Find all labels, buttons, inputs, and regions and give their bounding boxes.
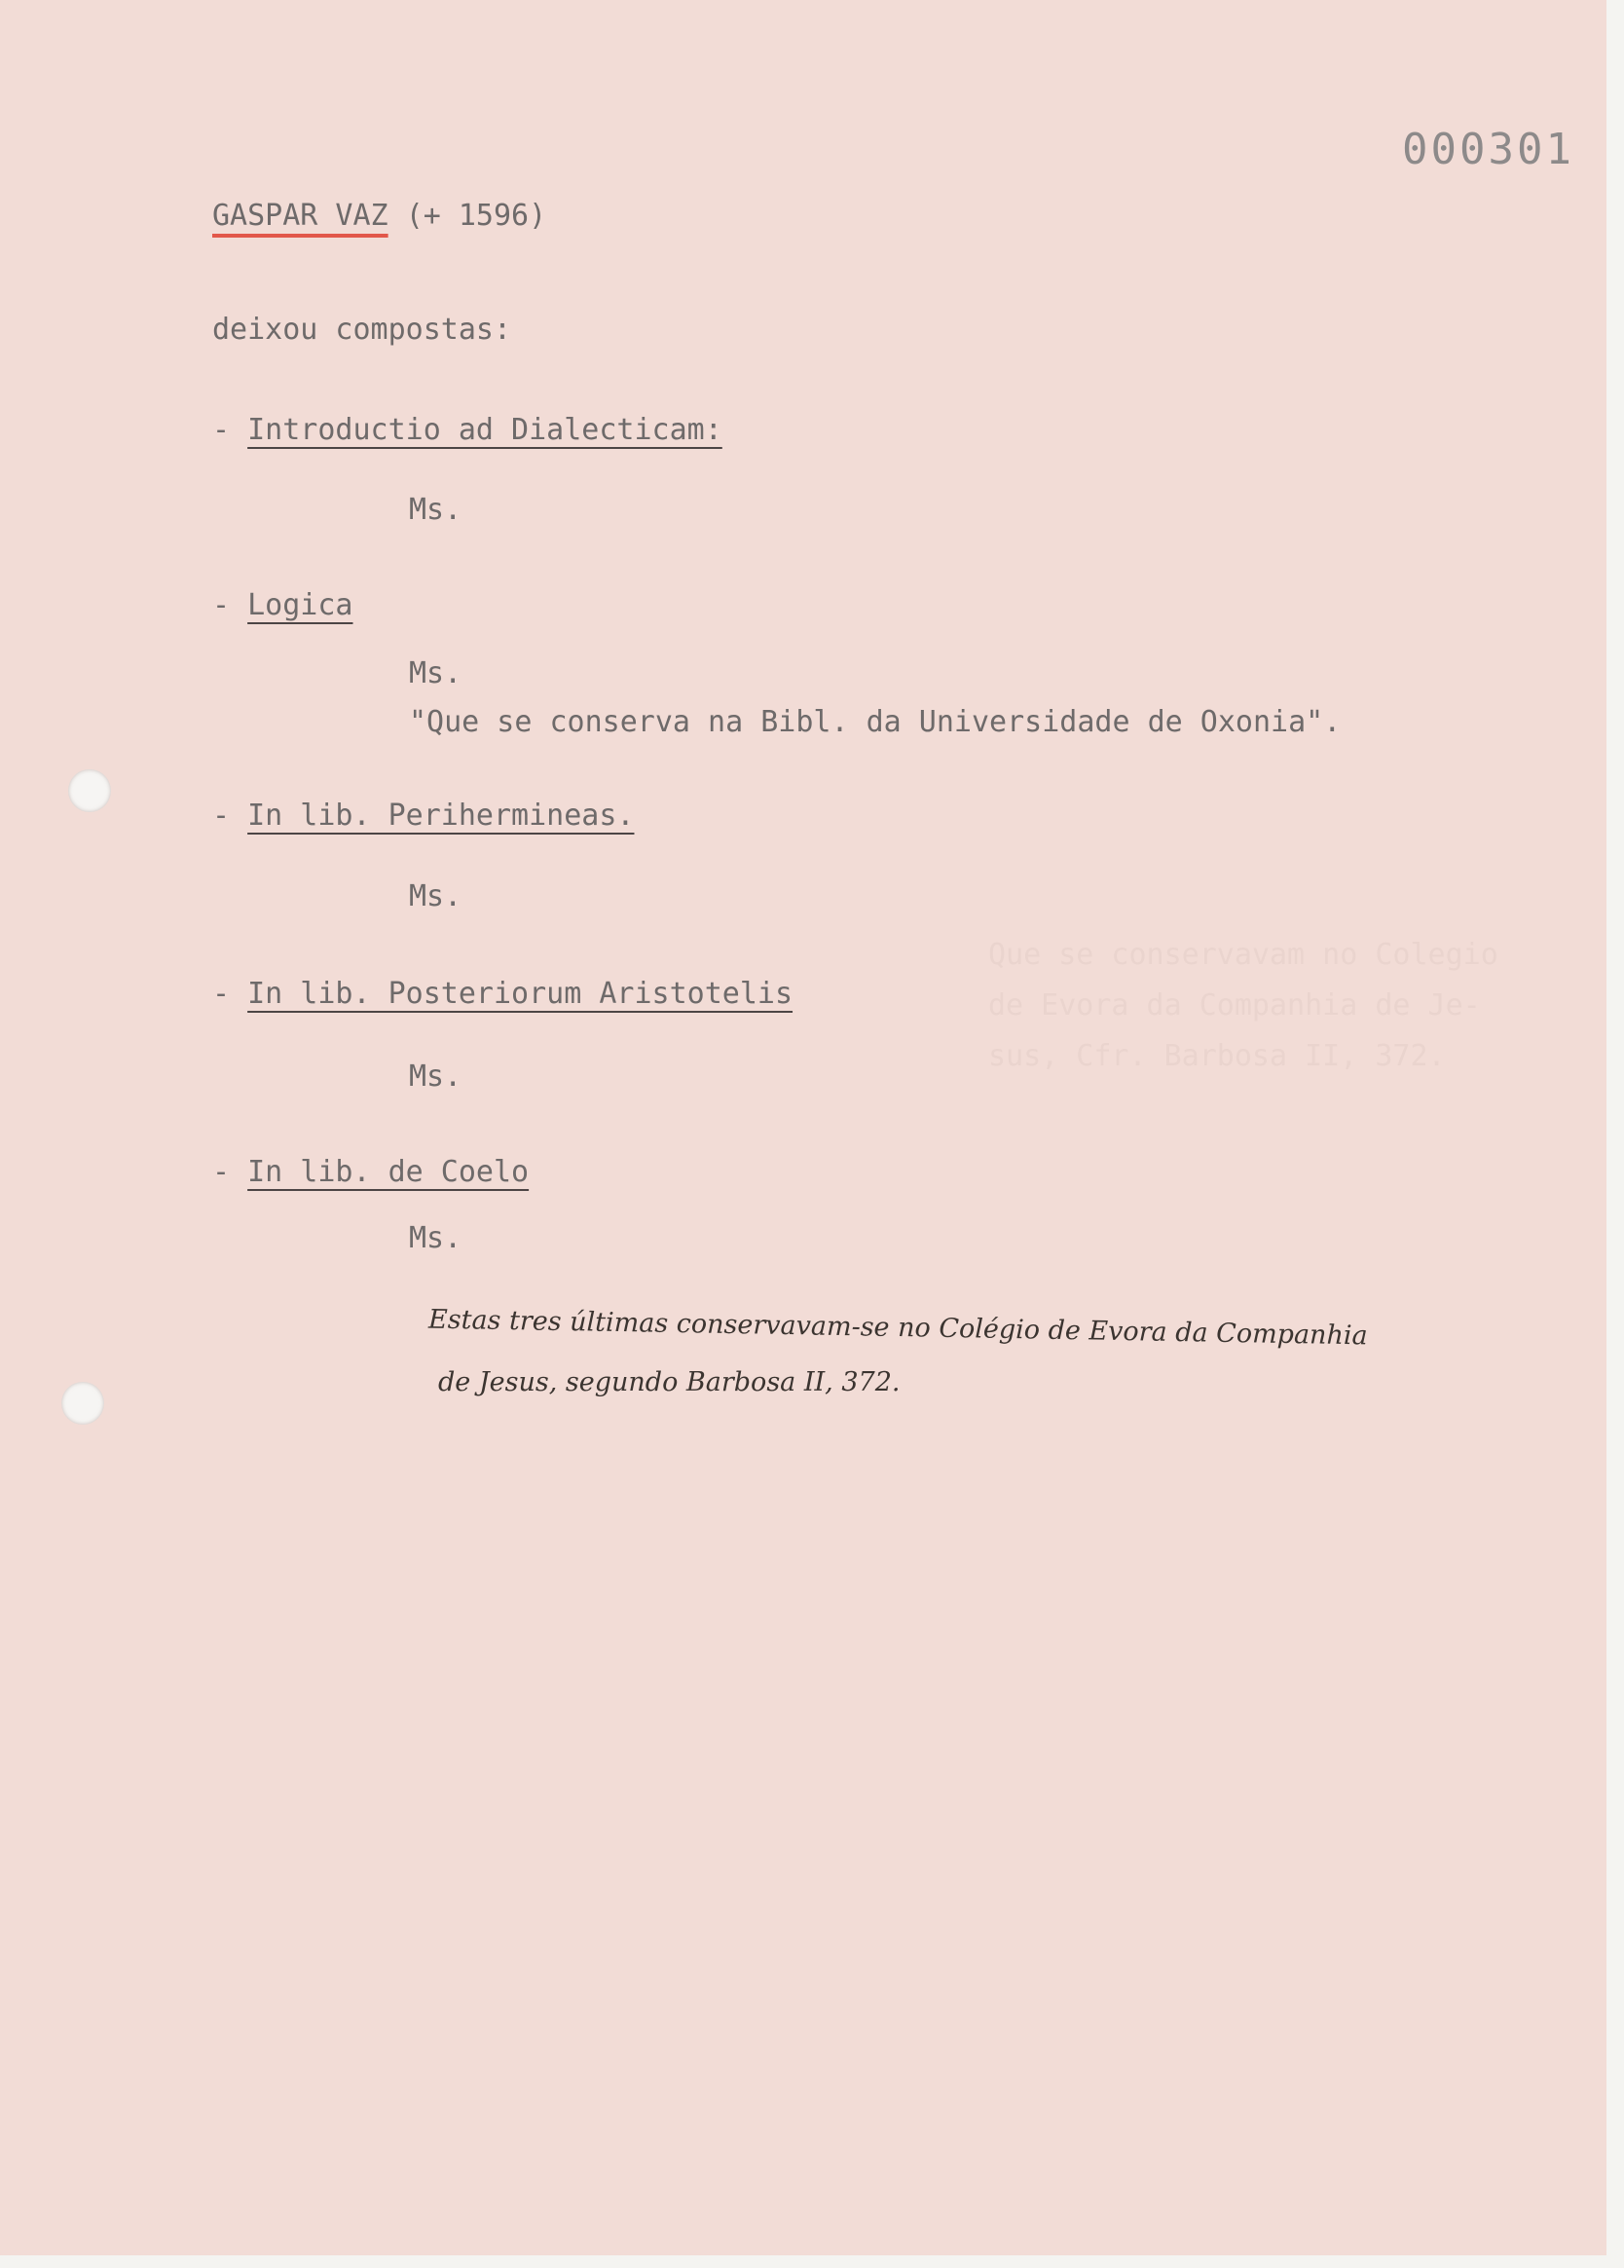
entry-2-quote: "Que se conserva na Bibl. da Universidade de Oxonia". — [409, 705, 1342, 739]
entry-dash: - — [212, 977, 231, 1011]
entry-dash: - — [212, 588, 231, 622]
author-dates: (+ 1596) — [405, 199, 547, 233]
bleed-line: sus, Cfr. Barbosa II, 372. — [988, 1039, 1446, 1073]
entry-title: Introductio ad Dialecticam: — [247, 413, 722, 447]
entry-4 — [212, 977, 793, 1011]
entry-2-note: Ms. — [409, 656, 462, 690]
archive-number-stamp: 000301 — [1402, 125, 1574, 174]
entry-1 — [212, 413, 722, 447]
entry-5 — [212, 1155, 529, 1189]
bleed-line: Que se conservavam no Colegio — [988, 938, 1498, 972]
entry-title: In lib. Posteriorum Aristotelis — [247, 977, 794, 1011]
heading — [212, 199, 546, 233]
entry-title: Logica — [247, 588, 353, 622]
entry-dash: - — [212, 799, 231, 833]
entry-3 — [212, 799, 634, 833]
entry-2 — [212, 588, 353, 622]
entry-1-note: Ms. — [409, 493, 462, 527]
page-edge-bottom — [0, 2255, 1624, 2268]
author-name: GASPAR VAZ — [212, 199, 388, 233]
bleed-through-text — [988, 930, 1582, 1082]
punch-hole-top — [68, 769, 111, 812]
intro-text: deixou compostas: — [212, 313, 512, 347]
bleed-line: de Evora da Companhia de Je- — [988, 988, 1481, 1022]
entry-title: In lib. Perihermineas. — [247, 799, 635, 833]
punch-hole-bottom — [61, 1382, 104, 1425]
page-edge-right — [1606, 0, 1624, 2268]
handwritten-note-line-1: Estas tres últimas conservavam-se no Colégio de Evora da Companhia — [427, 1304, 1368, 1352]
entry-4-note: Ms. — [409, 1060, 462, 1094]
entry-dash: - — [212, 413, 231, 447]
handwritten-note-line-2: de Jesus, segundo Barbosa II, 372. — [438, 1367, 901, 1397]
entry-dash: - — [212, 1155, 231, 1189]
entry-5-note: Ms. — [409, 1221, 462, 1255]
entry-3-note: Ms. — [409, 879, 462, 913]
entry-title: In lib. de Coelo — [247, 1155, 530, 1189]
